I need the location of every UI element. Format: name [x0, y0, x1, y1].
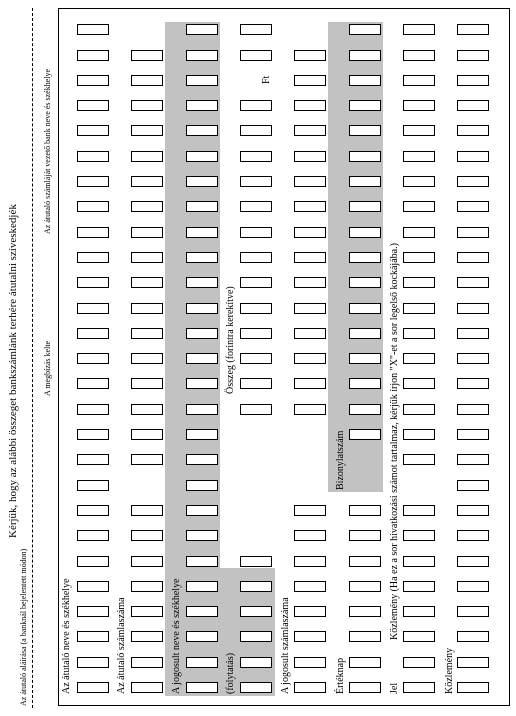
- input-box[interactable]: [349, 378, 381, 389]
- input-box[interactable]: [186, 581, 218, 592]
- input-box[interactable]: [186, 75, 218, 86]
- input-box[interactable]: [457, 100, 489, 111]
- input-box[interactable]: [349, 277, 381, 288]
- input-box[interactable]: [294, 277, 326, 288]
- input-box[interactable]: [131, 75, 163, 86]
- input-box[interactable]: [349, 353, 381, 364]
- input-box[interactable]: [294, 556, 326, 567]
- voucher-number-label: Bizonylatszám: [335, 430, 346, 490]
- input-box[interactable]: [240, 581, 272, 592]
- input-box[interactable]: [349, 606, 381, 617]
- input-box[interactable]: [131, 530, 163, 541]
- input-box[interactable]: [349, 100, 381, 111]
- input-box[interactable]: [77, 404, 109, 415]
- input-box[interactable]: [403, 505, 435, 516]
- input-box[interactable]: [186, 277, 218, 288]
- input-box[interactable]: [457, 454, 489, 465]
- input-box[interactable]: [349, 505, 381, 516]
- input-box[interactable]: [186, 201, 218, 212]
- input-box[interactable]: [349, 429, 381, 440]
- input-box[interactable]: [77, 353, 109, 364]
- input-box[interactable]: [457, 657, 489, 668]
- input-box[interactable]: [240, 303, 272, 314]
- input-box[interactable]: [294, 303, 326, 314]
- input-box[interactable]: [240, 151, 272, 162]
- marker-label: Jel: [389, 682, 400, 694]
- input-box[interactable]: [240, 176, 272, 187]
- input-box[interactable]: [457, 682, 489, 693]
- input-box[interactable]: [294, 530, 326, 541]
- input-box[interactable]: [457, 328, 489, 339]
- input-box[interactable]: [349, 176, 381, 187]
- input-box[interactable]: [131, 682, 163, 693]
- input-box[interactable]: [186, 353, 218, 364]
- input-box[interactable]: [403, 581, 435, 592]
- input-box[interactable]: [403, 657, 435, 668]
- input-box[interactable]: [186, 24, 218, 35]
- input-box[interactable]: [457, 530, 489, 541]
- input-box[interactable]: [186, 682, 218, 693]
- input-box[interactable]: [186, 227, 218, 238]
- input-box[interactable]: [77, 657, 109, 668]
- input-box[interactable]: [349, 201, 381, 212]
- input-box[interactable]: [77, 176, 109, 187]
- input-box[interactable]: [131, 277, 163, 288]
- input-box[interactable]: [294, 176, 326, 187]
- input-box[interactable]: [77, 454, 109, 465]
- input-box[interactable]: [349, 50, 381, 61]
- input-box[interactable]: [77, 24, 109, 35]
- input-box[interactable]: [186, 429, 218, 440]
- input-box[interactable]: [294, 606, 326, 617]
- input-box[interactable]: [77, 682, 109, 693]
- input-box[interactable]: [349, 404, 381, 415]
- input-box[interactable]: [131, 303, 163, 314]
- input-box[interactable]: [186, 252, 218, 263]
- input-box[interactable]: [77, 556, 109, 567]
- input-box[interactable]: [131, 125, 163, 136]
- input-box[interactable]: [403, 176, 435, 187]
- input-box[interactable]: [77, 606, 109, 617]
- input-box[interactable]: [457, 151, 489, 162]
- input-box[interactable]: [186, 404, 218, 415]
- input-box[interactable]: [77, 151, 109, 162]
- input-box[interactable]: [77, 480, 109, 491]
- input-box[interactable]: [77, 252, 109, 263]
- input-box[interactable]: [240, 657, 272, 668]
- input-box[interactable]: [349, 556, 381, 567]
- input-box[interactable]: [77, 378, 109, 389]
- input-box[interactable]: [77, 100, 109, 111]
- input-box[interactable]: [349, 227, 381, 238]
- input-box[interactable]: [349, 75, 381, 86]
- input-box[interactable]: [349, 581, 381, 592]
- input-box[interactable]: [294, 75, 326, 86]
- input-box[interactable]: [403, 556, 435, 567]
- input-box[interactable]: [349, 252, 381, 263]
- input-box[interactable]: [403, 151, 435, 162]
- beneficiary-account-label: A jogosult számlaszáma: [280, 597, 291, 694]
- input-box[interactable]: [186, 556, 218, 567]
- input-box[interactable]: [294, 252, 326, 263]
- input-box[interactable]: [77, 429, 109, 440]
- signature-label: Az átutaló aláírása (a banknál bejelentett módon): [19, 548, 28, 706]
- input-box[interactable]: [131, 505, 163, 516]
- input-box[interactable]: [131, 353, 163, 364]
- input-box[interactable]: [240, 201, 272, 212]
- input-box[interactable]: [240, 100, 272, 111]
- input-box[interactable]: [294, 201, 326, 212]
- order-date-label: A megbízás kelte: [43, 340, 52, 396]
- beneficiary-name-label: A jogosult neve és székhelye: [171, 578, 182, 694]
- input-box[interactable]: [186, 50, 218, 61]
- input-box[interactable]: [131, 454, 163, 465]
- input-box[interactable]: [186, 100, 218, 111]
- input-box[interactable]: [403, 378, 435, 389]
- input-box[interactable]: [131, 227, 163, 238]
- input-box[interactable]: [349, 631, 381, 642]
- input-box[interactable]: [403, 201, 435, 212]
- input-box[interactable]: [131, 404, 163, 415]
- input-box[interactable]: [294, 328, 326, 339]
- input-box[interactable]: [240, 631, 272, 642]
- input-box[interactable]: [403, 606, 435, 617]
- cut-line: [32, 8, 33, 708]
- input-box[interactable]: [77, 631, 109, 642]
- input-box[interactable]: [77, 277, 109, 288]
- input-box[interactable]: [403, 277, 435, 288]
- input-box[interactable]: [457, 24, 489, 35]
- input-box[interactable]: [457, 505, 489, 516]
- outer-instruction: Kérjük, hogy az alábbi összeget bankszámlánk terhére átutalni szíveskedjék: [7, 204, 19, 538]
- input-box[interactable]: [186, 505, 218, 516]
- input-box[interactable]: [457, 378, 489, 389]
- input-box[interactable]: [403, 328, 435, 339]
- input-box[interactable]: [294, 631, 326, 642]
- input-box[interactable]: [294, 151, 326, 162]
- input-box[interactable]: [403, 24, 435, 35]
- input-box[interactable]: [457, 227, 489, 238]
- input-box[interactable]: [186, 125, 218, 136]
- input-box[interactable]: [294, 353, 326, 364]
- input-box[interactable]: [403, 631, 435, 642]
- input-box[interactable]: [240, 125, 272, 136]
- input-box[interactable]: [349, 151, 381, 162]
- input-box[interactable]: [403, 353, 435, 364]
- input-box[interactable]: [240, 378, 272, 389]
- input-box[interactable]: [457, 631, 489, 642]
- input-box[interactable]: [240, 353, 272, 364]
- continued-label: (folytatás): [225, 652, 236, 694]
- input-box[interactable]: [131, 429, 163, 440]
- input-box[interactable]: [131, 631, 163, 642]
- input-box[interactable]: [186, 151, 218, 162]
- input-box[interactable]: [403, 404, 435, 415]
- input-box[interactable]: [186, 530, 218, 541]
- bank-label: Az átutaló számláját vezető bank neve és székhelye: [43, 68, 52, 234]
- input-box[interactable]: [240, 404, 272, 415]
- input-box[interactable]: [403, 454, 435, 465]
- input-box[interactable]: [240, 328, 272, 339]
- input-box[interactable]: [294, 50, 326, 61]
- input-box[interactable]: [457, 252, 489, 263]
- input-box[interactable]: [240, 682, 272, 693]
- amount-label: Összeg (forintra kerekítve): [225, 286, 236, 394]
- input-box[interactable]: [457, 581, 489, 592]
- input-box[interactable]: [131, 606, 163, 617]
- input-box[interactable]: [131, 252, 163, 263]
- input-box[interactable]: [457, 556, 489, 567]
- input-box[interactable]: [77, 530, 109, 541]
- input-box[interactable]: [403, 429, 435, 440]
- input-box[interactable]: [77, 328, 109, 339]
- memo-note-label: Közlemény (Ha ez a sor hivatkozási számot tartalmaz, kérjük írjon "X"-et a sor legelső kockájába.): [389, 243, 400, 640]
- input-box[interactable]: [240, 252, 272, 263]
- input-box[interactable]: [403, 50, 435, 61]
- input-box[interactable]: [294, 505, 326, 516]
- input-box[interactable]: [457, 480, 489, 491]
- input-box[interactable]: [240, 227, 272, 238]
- input-box[interactable]: [294, 682, 326, 693]
- input-box[interactable]: [403, 125, 435, 136]
- input-box[interactable]: [77, 505, 109, 516]
- input-box[interactable]: [457, 353, 489, 364]
- input-box[interactable]: [131, 176, 163, 187]
- input-box[interactable]: [131, 581, 163, 592]
- input-box[interactable]: [77, 581, 109, 592]
- input-box[interactable]: [186, 454, 218, 465]
- input-box[interactable]: [77, 125, 109, 136]
- input-box[interactable]: [403, 252, 435, 263]
- input-box[interactable]: [457, 404, 489, 415]
- memo-label: Közlemény: [444, 647, 455, 694]
- input-box[interactable]: [294, 581, 326, 592]
- input-box[interactable]: [294, 227, 326, 238]
- input-box[interactable]: [294, 378, 326, 389]
- input-box[interactable]: [457, 606, 489, 617]
- input-box[interactable]: [186, 480, 218, 491]
- input-box[interactable]: [457, 201, 489, 212]
- input-box[interactable]: [131, 201, 163, 212]
- input-box[interactable]: [186, 631, 218, 642]
- input-box[interactable]: [186, 378, 218, 389]
- input-box[interactable]: [457, 277, 489, 288]
- input-box[interactable]: [77, 227, 109, 238]
- input-box[interactable]: [77, 201, 109, 212]
- input-box[interactable]: [131, 657, 163, 668]
- input-box[interactable]: [403, 227, 435, 238]
- input-box[interactable]: [240, 556, 272, 567]
- input-box[interactable]: [349, 303, 381, 314]
- input-box[interactable]: [457, 303, 489, 314]
- input-box[interactable]: [457, 125, 489, 136]
- input-box[interactable]: [403, 682, 435, 693]
- input-box[interactable]: [186, 606, 218, 617]
- input-box[interactable]: [403, 75, 435, 86]
- input-box[interactable]: [294, 404, 326, 415]
- input-box[interactable]: [131, 100, 163, 111]
- input-box[interactable]: [131, 50, 163, 61]
- input-box[interactable]: [457, 176, 489, 187]
- input-box[interactable]: [294, 125, 326, 136]
- input-box[interactable]: [77, 50, 109, 61]
- input-box[interactable]: [403, 100, 435, 111]
- input-box[interactable]: [457, 50, 489, 61]
- input-box[interactable]: [131, 556, 163, 567]
- input-box[interactable]: [240, 24, 272, 35]
- input-box[interactable]: [403, 303, 435, 314]
- input-box[interactable]: [186, 328, 218, 339]
- input-box[interactable]: [457, 429, 489, 440]
- input-box[interactable]: [131, 378, 163, 389]
- sender-account-label: Az átutaló számlaszáma: [116, 597, 127, 694]
- input-box[interactable]: [131, 328, 163, 339]
- input-box[interactable]: [294, 657, 326, 668]
- input-box[interactable]: [186, 657, 218, 668]
- value-date-label: Értéknap: [335, 657, 346, 694]
- input-box[interactable]: [240, 606, 272, 617]
- input-box[interactable]: [349, 125, 381, 136]
- input-box[interactable]: [457, 75, 489, 86]
- input-box[interactable]: [349, 24, 381, 35]
- input-box[interactable]: [77, 303, 109, 314]
- input-box[interactable]: [131, 151, 163, 162]
- currency-label: Ft: [261, 75, 272, 84]
- input-box[interactable]: [403, 530, 435, 541]
- input-box[interactable]: [349, 682, 381, 693]
- input-box[interactable]: [186, 176, 218, 187]
- sender-name-label: Az átutaló neve és székhelye: [61, 578, 72, 694]
- input-box[interactable]: [294, 100, 326, 111]
- input-box[interactable]: [77, 75, 109, 86]
- input-box[interactable]: [240, 50, 272, 61]
- input-box[interactable]: [186, 303, 218, 314]
- input-box[interactable]: [349, 328, 381, 339]
- input-box[interactable]: [349, 657, 381, 668]
- input-box[interactable]: [349, 530, 381, 541]
- input-box[interactable]: [240, 277, 272, 288]
